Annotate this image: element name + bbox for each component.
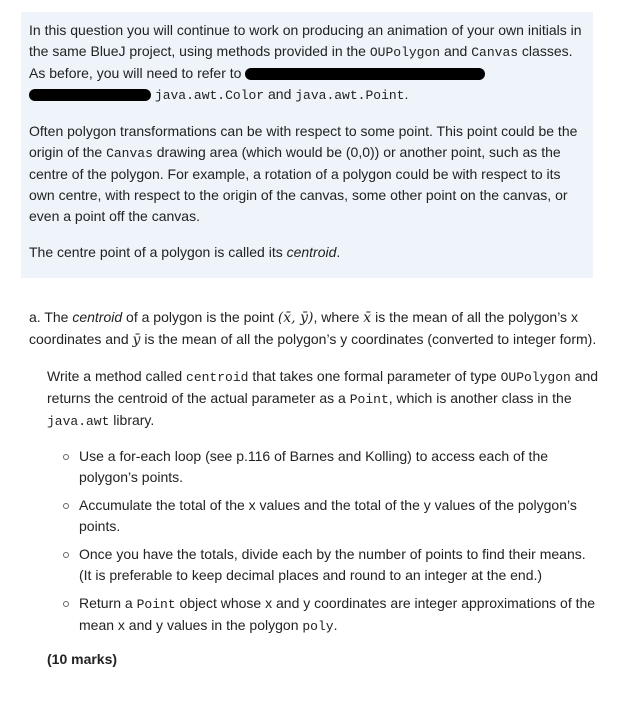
question-text: that takes one formal parameter of type bbox=[248, 368, 501, 384]
code-canvas: Canvas bbox=[106, 146, 153, 161]
code-java-awt: java.awt bbox=[47, 414, 110, 429]
code-point: Point bbox=[349, 392, 389, 407]
intro-text: The centre point of a polygon is called its bbox=[29, 244, 287, 260]
question-text: , where bbox=[313, 309, 364, 325]
redaction-bar bbox=[245, 68, 485, 80]
question-text: is the mean of all the polygon’s x coordinates and bbox=[29, 309, 578, 347]
intro-text: classes. As before, you will need to refer to bbox=[29, 43, 573, 81]
hint-text: object whose x and y coordinates are integer approximations of the mean x and y values in the polygon bbox=[79, 595, 596, 633]
code-poly: poly bbox=[302, 619, 334, 634]
question-text: of a polygon is the point bbox=[122, 309, 278, 325]
hint-item: Once you have the totals, divide each by the number of points to find their means. (It is preferable to keep decimal places and round to an integer at the end.) bbox=[62, 544, 599, 586]
code-java-awt-color: java.awt.Color bbox=[154, 88, 265, 103]
question-a bbox=[29, 307, 599, 670]
intro-panel bbox=[21, 12, 593, 278]
hint-item bbox=[62, 593, 599, 637]
intro-text: and bbox=[264, 86, 296, 102]
intro-paragraph-1 bbox=[29, 20, 583, 106]
marks-label: (10 marks) bbox=[47, 651, 118, 667]
hint-text: Return a bbox=[79, 595, 137, 611]
question-text: , which is another class in the bbox=[388, 390, 572, 406]
centroid-term: centroid bbox=[72, 309, 123, 325]
redaction-bar bbox=[29, 89, 151, 101]
code-canvas: Canvas bbox=[471, 45, 519, 60]
code-java-awt-point: java.awt.Point bbox=[295, 88, 405, 103]
intro-paragraph-3 bbox=[29, 242, 583, 263]
intro-text: and bbox=[440, 43, 472, 59]
hint-list bbox=[29, 446, 599, 637]
question-paragraph-1 bbox=[29, 307, 599, 351]
code-oupolygon: OUPolygon bbox=[500, 370, 571, 385]
intro-text: In this question you will continue to work on producing an animation of your own initials in the same BlueJ project, using methods provided in the bbox=[29, 22, 582, 59]
code-oupolygon: OUPolygon bbox=[369, 45, 441, 60]
intro-text: drawing area (which would be (0,0)) or another point, such as the centre of the polygon. For example, a rotation of a polygon could be with respect to its own centre, with respect to the origin of the canvas, some other point on the canvas, or even a point off the canvas. bbox=[29, 144, 568, 224]
question-text: and returns the centroid of the actual parameter as a bbox=[47, 368, 599, 406]
centroid-formula: (x̄, ȳ) bbox=[277, 310, 314, 326]
question-text: Write a method called bbox=[47, 368, 187, 384]
question-paragraph-2 bbox=[29, 366, 599, 432]
question-text: The bbox=[44, 309, 73, 325]
intro-text: . bbox=[336, 244, 341, 260]
intro-text: . bbox=[404, 86, 409, 102]
intro-text: Often polygon transformations can be with respect to some point. This point could be the origin of the bbox=[29, 123, 578, 160]
question-label: a. bbox=[29, 309, 41, 325]
question-text: is the mean of all the polygon’s y coordinates (converted to integer form). bbox=[140, 331, 597, 347]
code-point: Point bbox=[136, 597, 176, 612]
code-centroid: centroid bbox=[186, 370, 249, 385]
hint-item: Accumulate the total of the x values and the total of the y values of the polygon’s points. bbox=[62, 495, 599, 537]
question-text: library. bbox=[109, 412, 155, 428]
hint-item: Use a for-each loop (see p.116 of Barnes and Kolling) to access each of the polygon’s points. bbox=[62, 446, 599, 488]
x-bar-symbol: x̄ bbox=[363, 310, 372, 326]
centroid-term: centroid bbox=[286, 244, 337, 260]
y-bar-symbol: ȳ bbox=[132, 332, 141, 348]
intro-paragraph-2 bbox=[29, 121, 583, 227]
hint-text: . bbox=[333, 617, 338, 633]
